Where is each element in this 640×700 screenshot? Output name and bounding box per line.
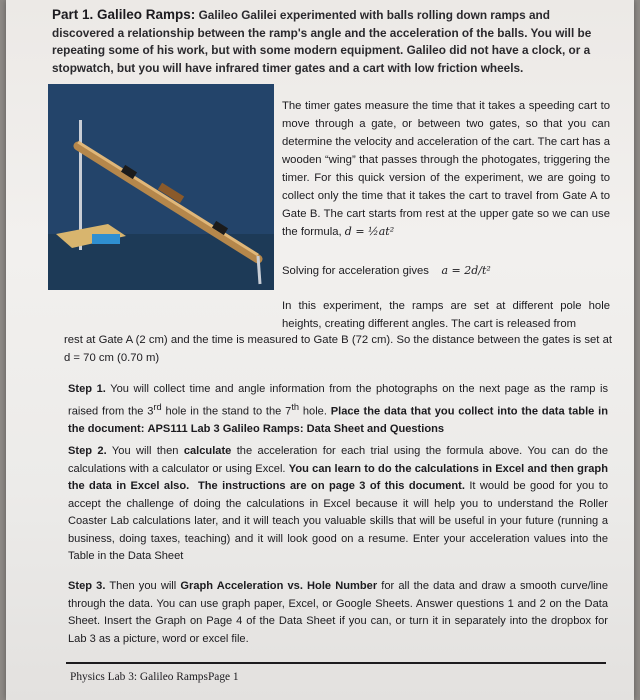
solving-label: Solving for acceleration gives [282,265,429,277]
step-1-label: Step 1. [68,383,106,395]
ramp-photo [48,84,274,290]
experiment-paragraph-part1: In this experiment, the ramps are set at different pole hole heights, creating different angles. The cart is released from [282,300,610,330]
step-2-bold-b: You can learn to do the calculations in Excel and then graph the data in Excel also. [68,462,608,492]
acceleration-line [282,264,610,277]
step-2-label: Step 2. [68,445,107,457]
step-2-bold-c: The instructions are on page 3 of this document. [197,480,465,492]
step-3-label: Step 3. [68,580,106,592]
step-1-text-c: hole. [299,405,327,418]
step-1-text-a: You will collect time and angle information from the photographs on the next page as the ramp is raised from the 3 [68,383,608,418]
experiment-paragraph-part2: rest at Gate A (2 cm) and the time is measured to Gate B (72 cm). So the distance between the gates is set at d = 70 cm (0.70 m) [64,334,612,364]
document-page [6,0,634,700]
step-1-bold-text: Place the data that you collect into the data table in the document: [68,405,608,435]
step-3-paragraph [68,578,608,648]
timer-gates-paragraph [282,97,610,241]
timer-gates-text: The timer gates measure the time that it takes a speeding cart to move through a gate, or between two gates, so that you can determine the velocity and acceleration of the cart. The cart has a wooden “wing” that passes through the photogates, triggering the timer. For this quick version of the experiment, we are going to collect only the time that it takes the cart to travel from Gate A to Gate B. The cart starts from rest at the upper gate so we can use the formula, [282,100,610,238]
step-3-text-b: for all the data and draw a smooth curve/line through the data. You can use graph paper, Excel, or Google Sheets. Answer questions 1 and 2 on the Data Sheet. Insert the Graph on Page 4 of the Data Sheet if you can, or turn it in separately into the dropbox for Lab 3 as a picture, word or excel file. [68,580,608,645]
distance-formula: d = ½at² [344,225,395,238]
step-1-text-b: hole in the stand to the 7 [161,405,292,418]
ramp-apparatus-illustration [48,84,274,290]
step-3-bold-a: Graph Acceleration vs. Hole Number [180,580,378,592]
page-footer: Physics Lab 3: Galileo RampsPage 1 [70,671,239,683]
intro-text: Galileo Galilei experimented with balls rolling down ramps and discovered a relationship between the ramp's angle and the acceleration of the balls. You will be repeating some of his work, but with some modern equipment. Galileo did not have a clock, or a stopwatch, but you will have infrared timer gates and a cart with low friction wheels. [52,8,592,75]
acceleration-formula: a = 2d/t² [441,264,491,277]
step-2-text-b: the acceleration for each trial using the formula above. You can do the calculations with a calculator or using Excel. [68,445,609,475]
step-1-paragraph [68,381,608,438]
footer-divider [66,662,606,664]
step-2-text-c: It would be good for you to accept the challenge of doing the calculations in Excel because it will help you to understand the Roller Coaster Lab calculations later, and it will teach you valuable skills that will be useful in your future (running a business, doing taxes, teaching) and it will look good on a resume. Enter your acceleration values into the Table in the Data Sheet [68,480,608,562]
step-2-bold-a: calculate [183,445,232,457]
step-1-sup-b: th [291,401,300,412]
step-2-text-a: You will then [111,445,179,457]
step-3-text-a: Then you will [109,580,177,592]
step-1-sup-a: rd [153,401,162,412]
step-1-doc-name: APS111 Lab 3 Galileo Ramps: Data Sheet and Questions [147,422,445,435]
step-2-paragraph [68,443,608,566]
part-heading: Part 1. Galileo Ramps: [52,7,196,22]
intro-paragraph [52,6,610,77]
